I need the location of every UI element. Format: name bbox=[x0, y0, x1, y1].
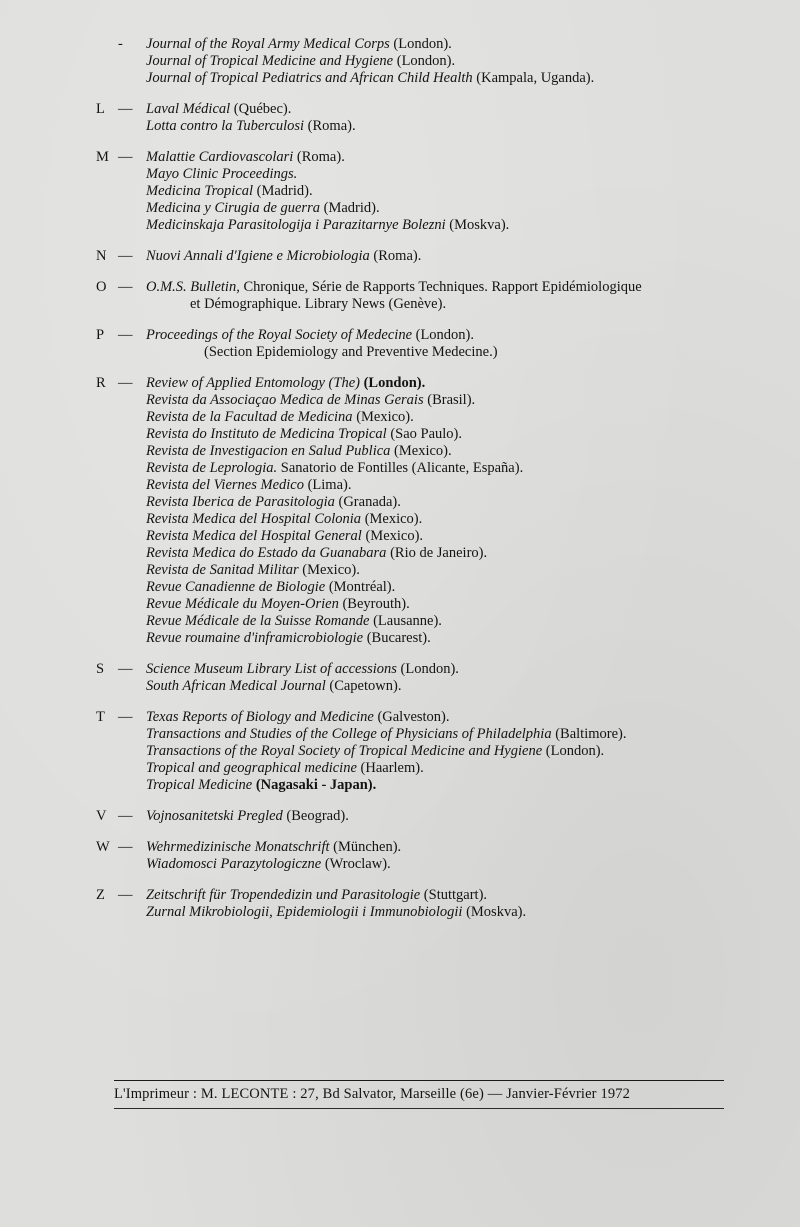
journal-entry bbox=[146, 630, 776, 647]
journal-title: Zurnal Mikrobiologii, Epidemiologii i Immunobiologii bbox=[146, 904, 463, 920]
journal-location: (Sao Paulo). bbox=[386, 426, 463, 442]
group-dash: — bbox=[118, 327, 133, 343]
journal-entry bbox=[146, 661, 776, 678]
group-dash: — bbox=[118, 661, 133, 677]
group-dash: — bbox=[118, 375, 133, 391]
journal-entry bbox=[146, 53, 776, 70]
group-dash: — bbox=[118, 149, 133, 165]
journal-list bbox=[96, 36, 776, 935]
group-entries bbox=[146, 149, 776, 234]
journal-location: (Stuttgart). bbox=[420, 887, 488, 903]
journal-entry bbox=[146, 460, 776, 477]
journal-entry bbox=[146, 528, 776, 545]
letter-group bbox=[96, 248, 776, 265]
letter-group bbox=[96, 808, 776, 825]
journal-title: Journal of Tropical Medicine and Hygiene bbox=[146, 53, 394, 69]
group-letter: V bbox=[96, 808, 107, 824]
journal-location: (Québec). bbox=[230, 101, 292, 117]
group-dash: — bbox=[118, 279, 133, 295]
letter-group bbox=[96, 36, 776, 87]
journal-title: Revista Medica del Hospital General bbox=[146, 528, 362, 544]
journal-location: (London). bbox=[359, 375, 426, 391]
journal-location: (Madrid). bbox=[319, 200, 380, 216]
group-dash: — bbox=[118, 709, 133, 725]
group-letter: N bbox=[96, 248, 107, 264]
journal-title: Revista de Sanitad Militar bbox=[146, 562, 299, 578]
journal-title: Texas Reports of Biology and Medicine bbox=[146, 709, 374, 725]
group-dash: — bbox=[118, 248, 133, 264]
journal-entry bbox=[146, 777, 776, 794]
journal-entry bbox=[146, 36, 776, 53]
journal-title: Lotta contro la Tuberculosi bbox=[146, 118, 305, 134]
group-entries bbox=[146, 248, 776, 265]
journal-location: (Galveston). bbox=[373, 709, 450, 725]
journal-title: Review of Applied Entomology (The) bbox=[146, 375, 360, 391]
group-entries bbox=[146, 375, 776, 647]
journal-entry bbox=[146, 726, 776, 743]
journal-entry bbox=[146, 494, 776, 511]
journal-location: (Moskva). bbox=[445, 217, 510, 233]
group-entries bbox=[146, 709, 776, 794]
letter-group bbox=[96, 149, 776, 234]
journal-entry bbox=[146, 327, 776, 344]
group-letter: O bbox=[96, 279, 107, 295]
journal-location: (Mexico). bbox=[361, 528, 424, 544]
group-letter: Z bbox=[96, 887, 105, 903]
journal-entry bbox=[146, 709, 776, 726]
journal-title: Revue Médicale du Moyen-Orien bbox=[146, 596, 339, 612]
journal-entry bbox=[146, 579, 776, 596]
group-entries bbox=[146, 101, 776, 135]
journal-entry bbox=[146, 70, 776, 87]
journal-title: Revue Canadienne de Biologie bbox=[146, 579, 326, 595]
journal-location: (Beograd). bbox=[282, 808, 349, 824]
journal-title: Tropical Medicine bbox=[146, 777, 253, 793]
letter-group bbox=[96, 279, 776, 313]
journal-entry bbox=[146, 149, 776, 166]
letter-group bbox=[96, 709, 776, 794]
group-entries bbox=[146, 808, 776, 825]
journal-location: (London). bbox=[412, 327, 475, 343]
journal-location: (Brasil). bbox=[423, 392, 476, 408]
journal-title: Revista da Associaçao Medica de Minas Gerais bbox=[146, 392, 424, 408]
journal-entry bbox=[146, 808, 776, 825]
journal-entry bbox=[146, 904, 776, 921]
group-entries bbox=[146, 327, 776, 361]
journal-location: (Mexico). bbox=[390, 443, 452, 459]
journal-location: (Lausanne). bbox=[369, 613, 442, 629]
journal-title: Proceedings of the Royal Society of Medecine bbox=[146, 327, 412, 343]
letter-group bbox=[96, 375, 776, 647]
journal-location: (Bucarest). bbox=[363, 630, 431, 646]
journal-entry bbox=[146, 392, 776, 409]
group-entries bbox=[146, 839, 776, 873]
journal-title: Medicinskaja Parasitologija i Parazitarnye Bolezni bbox=[146, 217, 446, 233]
journal-location: (Lima). bbox=[303, 477, 352, 493]
journal-location: (Wroclaw). bbox=[321, 856, 391, 872]
journal-entry bbox=[146, 545, 776, 562]
journal-entry bbox=[146, 217, 776, 234]
group-dash: - bbox=[118, 36, 123, 52]
journal-title: Revista del Viernes Medico bbox=[146, 477, 304, 493]
journal-location: (Mexico). bbox=[361, 511, 423, 527]
journal-location: (Mexico). bbox=[298, 562, 360, 578]
journal-entry bbox=[146, 562, 776, 579]
letter-group bbox=[96, 887, 776, 921]
journal-title: Laval Médical bbox=[146, 101, 231, 117]
journal-title: Mayo Clinic Proceedings. bbox=[146, 166, 298, 182]
journal-location: (Rio de Janeiro). bbox=[386, 545, 488, 561]
journal-location: (Granada). bbox=[334, 494, 401, 510]
journal-location: (London). bbox=[393, 53, 456, 69]
journal-entry bbox=[146, 613, 776, 630]
journal-location: (Capetown). bbox=[325, 678, 402, 694]
journal-entry bbox=[146, 296, 776, 313]
journal-location: (Baltimore). bbox=[551, 726, 627, 742]
journal-title: Transactions of the Royal Society of Tropical Medicine and Hygiene bbox=[146, 743, 543, 759]
journal-title: Revista do Instituto de Medicina Tropical bbox=[146, 426, 387, 442]
journal-title: South African Medical Journal bbox=[146, 678, 326, 694]
group-dash: — bbox=[118, 101, 133, 117]
journal-entry bbox=[146, 426, 776, 443]
journal-entry bbox=[146, 887, 776, 904]
journal-entry bbox=[146, 344, 776, 361]
journal-location: (Roma). bbox=[304, 118, 356, 134]
letter-group bbox=[96, 839, 776, 873]
journal-title: Journal of Tropical Pediatrics and African Child Health bbox=[146, 70, 473, 86]
journal-location: (Haarlem). bbox=[356, 760, 424, 776]
letter-group bbox=[96, 101, 776, 135]
journal-title: Revista Medica del Hospital Colonia bbox=[146, 511, 362, 527]
journal-title: Revista de la Facultad de Medicina bbox=[146, 409, 353, 425]
journal-title: Science Museum Library List of accessions bbox=[146, 661, 397, 677]
journal-title: Nuovi Annali d'Igiene e Microbiologia bbox=[146, 248, 370, 264]
journal-entry bbox=[146, 279, 776, 296]
journal-location: Chronique, Série de Rapports Techniques. Rapport Epidémiologique bbox=[239, 279, 642, 295]
journal-location: (Section Epidemiology and Preventive Medecine.) bbox=[204, 344, 498, 360]
journal-entry bbox=[146, 183, 776, 200]
footer-bottom-rule bbox=[114, 1108, 724, 1109]
journal-entry bbox=[146, 678, 776, 695]
journal-entry bbox=[146, 760, 776, 777]
group-dash: — bbox=[118, 887, 133, 903]
journal-title: Revista Iberica de Parasitologia bbox=[146, 494, 335, 510]
journal-title: O.M.S. Bulletin, bbox=[146, 279, 240, 295]
journal-location: Sanatorio de Fontilles (Alicante, España). bbox=[277, 460, 524, 476]
journal-location: (London). bbox=[396, 661, 459, 677]
journal-location: (Madrid). bbox=[253, 183, 313, 199]
printer-imprint: L'Imprimeur : M. LECONTE : 27, Bd Salvator, Marseille (6e) — Janvier-Février 1972 bbox=[114, 1086, 631, 1102]
group-entries bbox=[146, 279, 776, 313]
group-letter: S bbox=[96, 661, 105, 677]
journal-title: Revista Medica do Estado da Guanabara bbox=[146, 545, 387, 561]
group-letter: L bbox=[96, 101, 105, 117]
journal-location: (Kampala, Uganda). bbox=[472, 70, 595, 86]
journal-entry bbox=[146, 166, 776, 183]
journal-entry bbox=[146, 409, 776, 426]
letter-group bbox=[96, 661, 776, 695]
journal-entry bbox=[146, 443, 776, 460]
journal-title: Revue Médicale de la Suisse Romande bbox=[146, 613, 370, 629]
journal-location: (Moskva). bbox=[462, 904, 527, 920]
journal-entry bbox=[146, 477, 776, 494]
journal-title: Journal of the Royal Army Medical Corps bbox=[146, 36, 390, 52]
journal-entry bbox=[146, 511, 776, 528]
letter-group bbox=[96, 327, 776, 361]
group-entries bbox=[146, 887, 776, 921]
group-entries bbox=[146, 661, 776, 695]
group-letter: W bbox=[96, 839, 110, 855]
journal-title: Transactions and Studies of the College of Physicians of Philadelphia bbox=[146, 726, 552, 742]
journal-entry bbox=[146, 375, 776, 392]
journal-title: Revue roumaine d'inframicrobiologie bbox=[146, 630, 364, 646]
journal-title: Vojnosanitetski Pregled bbox=[146, 808, 283, 824]
group-letter: T bbox=[96, 709, 105, 725]
journal-title: Wiadomosci Parazytologiczne bbox=[146, 856, 322, 872]
journal-location: (Roma). bbox=[293, 149, 345, 165]
journal-location: (London). bbox=[389, 36, 452, 52]
journal-entry bbox=[146, 200, 776, 217]
group-letter: M bbox=[96, 149, 109, 165]
journal-location: (London). bbox=[542, 743, 605, 759]
journal-title: Tropical and geographical medicine bbox=[146, 760, 357, 776]
group-letter: R bbox=[96, 375, 106, 391]
journal-entry bbox=[146, 839, 776, 856]
journal-title: Zeitschrift für Tropendedizin und Parasitologie bbox=[146, 887, 421, 903]
journal-entry bbox=[146, 743, 776, 760]
group-dash: — bbox=[118, 839, 133, 855]
journal-location: (Mexico). bbox=[352, 409, 414, 425]
journal-entry bbox=[146, 248, 776, 265]
journal-title: Medicina y Cirugia de guerra bbox=[146, 200, 320, 216]
printer-footer bbox=[114, 1080, 724, 1109]
group-letter: P bbox=[96, 327, 105, 343]
journal-location: (Montréal). bbox=[325, 579, 396, 595]
journal-entry bbox=[146, 856, 776, 873]
journal-entry bbox=[146, 596, 776, 613]
journal-entry bbox=[146, 118, 776, 135]
journal-location: et Démographique. Library News (Genève). bbox=[190, 296, 447, 312]
journal-title: Revista de Investigacion en Salud Publica bbox=[146, 443, 391, 459]
journal-location: (München). bbox=[329, 839, 402, 855]
group-dash: — bbox=[118, 808, 133, 824]
journal-location: (Beyrouth). bbox=[338, 596, 410, 612]
journal-entry bbox=[146, 101, 776, 118]
journal-location: (Nagasaki - Japan). bbox=[252, 777, 377, 793]
journal-title: Revista de Leprologia. bbox=[146, 460, 278, 476]
journal-title: Medicina Tropical bbox=[146, 183, 253, 199]
group-entries bbox=[146, 36, 776, 87]
journal-title: Malattie Cardiovascolari bbox=[146, 149, 294, 165]
journal-location: (Roma). bbox=[369, 248, 422, 264]
journal-title: Wehrmedizinische Monatschrift bbox=[146, 839, 330, 855]
